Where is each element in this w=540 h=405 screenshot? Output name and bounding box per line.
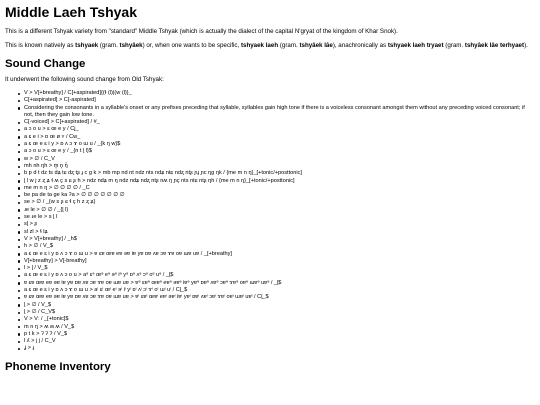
sound-change-rule: V > V[+breathy] / _h$ — [18, 236, 534, 243]
sound-change-rule: a ɛ œ e ɛ i y ɒ ʌ ɔ ɤ o ɯ u > ɐ ɛɐ œɐ eɐ əɐ iɐ yɐ ɒɐ ʌɐ ɔɐ ɤɐ oɐ ɯɐ uɐ / _[+breathy] — [18, 251, 534, 258]
page-title: Middle Laeh Tshyak — [5, 4, 137, 20]
sound-change-rule: ɐ ɛɐ œɐ eɐ əɐ iɐ yɐ ɒɐ ʌɐ ɔɐ ɤɐ oɐ ɯɐ uɐ > ɐᶦ ɛɐᶦ œɐᶦ eɐᶦ əɐᶦ iɐᶦ yɐᶦ ɒɐᶦ ʌɐᶦ ɔɐᶦ ɤɐᶦ oɐᶦ ɯɐᶦ uɐᶦ / Cɭ_$ — [18, 294, 534, 301]
sound-change-rule: ɹe le > ∅ ∅ / _{ɭ l} — [18, 207, 534, 214]
intro-text-run: This is known natively as — [5, 42, 76, 49]
sound-change-rule: V[+breathy] > V[-breathy] — [18, 258, 534, 265]
sound-change-rule: a ɛ e i > ɒ œ ø ʏ / Cw_ — [18, 134, 534, 141]
native-term: tshyâek — [119, 42, 143, 49]
sound-change-rule: C[-voiced] > C[+aspirated] / #_ — [18, 119, 534, 126]
sound-change-rule: V > V[+breathy] / C[+aspirated]{(ɬ (l)|(w (l)}_ — [18, 90, 534, 97]
sound-change-heading: Sound Change — [5, 58, 86, 70]
intro-text-run: (gram. — [443, 42, 465, 49]
sound-change-rule: a ɛ œ e ɛ i y ɒ ʌ ɔ o u > aᵊ ɛᵊ œᵊ eᵊ əᵊ iᵊ yᵊ ɒᵊ ʌᵊ ɔᵊ oᵊ uᵊ / _ɭ$ — [18, 272, 534, 279]
sound-change-rule: se > ∅ / _{w s ʂ ɕ ɬ ç h z ʐ ʑ} — [18, 199, 534, 206]
sound-change-rule: ɐ ɛɐ œɐ eɐ əɐ iɐ yɐ ɒɐ ʌɐ ɔɐ ɤɐ oɐ ɯɐ uɐ > ɐᵊ ɛɐᵊ œɐᵊ eɐᵊ əɐᵊ iɐᵊ yɐᵊ ɒɐᵊ ʌɐᵊ ɔɐᵊ ɤɐᵊ oɐᵊ ɯɐᵊ uɐᵊ / _ɭ$ — [18, 280, 534, 287]
intro-text-run: ) or, when one wants to be specific, — [142, 42, 241, 49]
sound-change-rule: ɭ > ∅ / C_V$ — [18, 309, 534, 316]
intro-text-run: ). — [524, 42, 528, 49]
native-term: tshyâek lâe — [299, 42, 333, 49]
sound-change-rule: a ɛ œ e ɛ i y ɒ ʌ ɔ ɤ o ɯ u > aᶦ ɛᶦ œᶦ eᶦ əᶦ iᶦ yᶦ ɒᶦ ʌᶦ ɔᶦ ɤᶦ oᶦ ɯᶦ uᶦ / Cɭ_$ — [18, 287, 534, 294]
native-term: tshyâek lâe terhyaet — [464, 42, 525, 49]
sound-change-rule: ɭ > ∅ / V_$ — [18, 302, 534, 309]
sound-change-rule: a ɛ œ e ɛ i y > ɒ ʌ ɔ ɤ o ɯ u / _{k ŋ w}$ — [18, 141, 534, 148]
sound-change-rule: h > ∅ / V_$ — [18, 243, 534, 250]
sound-change-rule: a ɔ o u > ɛ œ e y / Cj_ — [18, 126, 534, 133]
intro-paragraph-2 — [5, 42, 534, 50]
sound-change-rule: sɭ > ʂ — [18, 221, 534, 228]
sound-change-rule: b p d t dz ts dʑ tɕ dʐ tʂ ɟ c g k > mb mp nd nt ndz nts ndʑ ntɕ ndʐ ntʂ ɲɟ ɲc ŋg ŋk / {me m n ŋ}_[+tonic/+posttonic] — [18, 170, 534, 177]
sound-change-rule: w > ∅ / C_V — [18, 156, 534, 163]
intro-paragraph-1: This is a different Tshyak variety from "standard" Middle Tshyak (which is actually the dialect of the capital N'gryat of the kingdom of Khar Snok). — [5, 28, 398, 35]
sound-change-rule: V > Vː / _[+tonic]$ — [18, 316, 534, 323]
sound-change-rule: ɭ l w j z ʐ ʑ ɬ ʍ ç s ɕ ʂ h > ndz ndʑ m ŋ ndz ndʑ ndʐ ntʂ nʍ ŋ ɲç nts ntɕ ntʂ ŋh / {me m n ŋ}_[+tonic/+posttonic] — [18, 178, 534, 185]
native-term: tshyaek — [75, 42, 99, 49]
sound-change-rule: l > ɭ / V_$ — [18, 265, 534, 272]
sound-change-rule: l ʎ > j j / C_V — [18, 338, 534, 345]
sound-change-intro: It underwent the following sound change from Old Tshyak: — [5, 76, 164, 83]
sound-change-rule: Considering the consonants in a syllable's onset or any prefixes preceding that syllable, syllables gain high tone if there is a voiceless consonant amongst them without any preceding voiced consonant; if not, then they gain low tone. — [18, 105, 534, 120]
phoneme-inventory-heading: Phoneme Inventory — [5, 360, 111, 373]
sound-change-rule: me m n ŋ > ∅ ∅ ∅ ∅ / _C — [18, 185, 534, 192]
sound-change-rule: sl zl > ɬ lʑ — [18, 229, 534, 236]
sound-change-rule: se ɹe le > s ɭ l — [18, 214, 534, 221]
intro-text-run: (gram. — [278, 42, 300, 49]
sound-change-rule: ʝ > ɟ — [18, 345, 534, 352]
intro-text-run: (gram. — [98, 42, 120, 49]
native-term: tshyaek laeh tryaet — [387, 42, 444, 49]
sound-change-rule: mh nh ŋh > m̥ n̥ ŋ̊ — [18, 163, 534, 170]
sound-change-rule: p t k > ʔ ʔ ʔ / V_$ — [18, 331, 534, 338]
sound-change-rule: be pa de ta ge ka ʔa > ∅ ∅ ∅ ∅ ∅ ∅ ∅ — [18, 192, 534, 199]
sound-change-rule: a ɔ o u > ɛ œ e y / _{n t ɭ l}$ — [18, 148, 534, 155]
sound-change-rules-list — [18, 90, 534, 353]
native-term: tshyaek laeh — [240, 42, 279, 49]
sound-change-rule: m n ŋ > ʍ ʍ ʍ / V_$ — [18, 324, 534, 331]
intro-text-run: ), anachronically as — [332, 42, 388, 49]
sound-change-rule: C[+aspirated] > C[-aspirated] — [18, 97, 534, 104]
